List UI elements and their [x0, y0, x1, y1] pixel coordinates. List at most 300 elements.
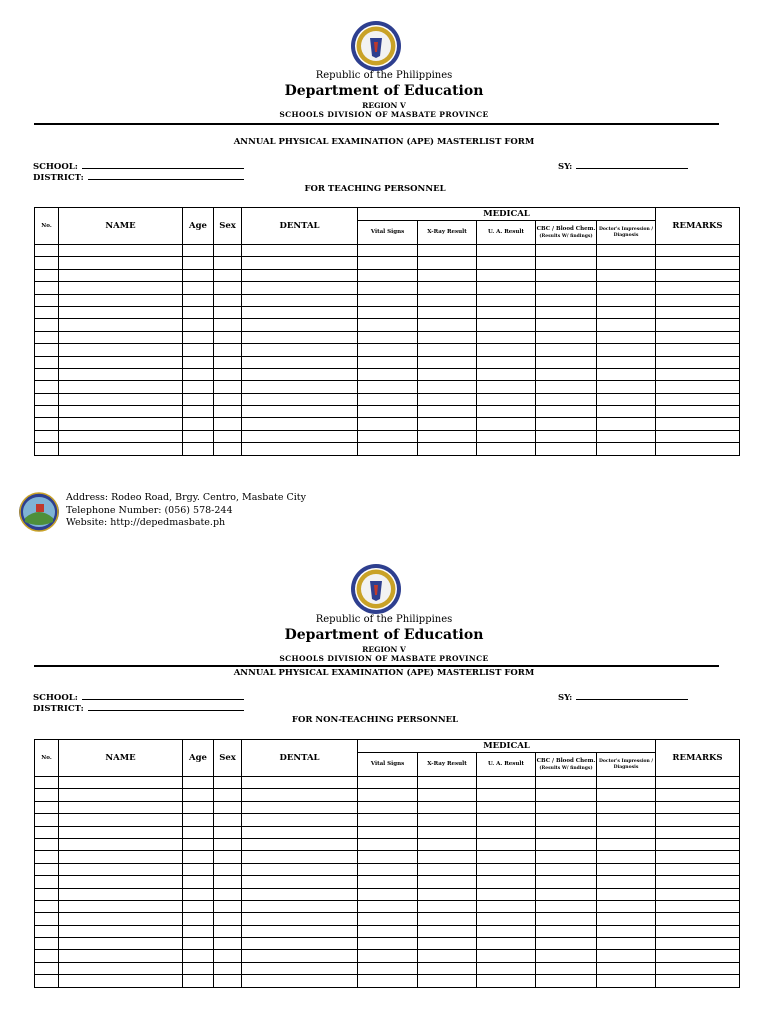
table-cell[interactable]	[214, 443, 242, 455]
table-cell[interactable]	[477, 975, 536, 987]
table-cell[interactable]	[477, 950, 536, 962]
district-field[interactable]	[33, 703, 244, 714]
table-cell[interactable]	[242, 443, 358, 455]
table-cell[interactable]	[418, 938, 477, 950]
table-cell[interactable]	[35, 826, 59, 838]
table-cell[interactable]	[242, 938, 358, 950]
table-cell[interactable]	[183, 393, 214, 405]
table-cell[interactable]	[536, 900, 597, 912]
table-cell[interactable]	[597, 319, 656, 331]
table-cell[interactable]	[358, 814, 418, 826]
table-cell[interactable]	[597, 443, 656, 455]
table-cell[interactable]	[358, 245, 418, 257]
table-cell[interactable]	[418, 257, 477, 269]
table-cell[interactable]	[59, 789, 183, 801]
table-cell[interactable]	[214, 245, 242, 257]
table-cell[interactable]	[597, 294, 656, 306]
table-cell[interactable]	[242, 294, 358, 306]
table-cell[interactable]	[418, 789, 477, 801]
table-cell[interactable]	[536, 443, 597, 455]
table-cell[interactable]	[597, 863, 656, 875]
table-cell[interactable]	[59, 962, 183, 974]
table-cell[interactable]	[418, 331, 477, 343]
table-cell[interactable]	[35, 356, 59, 368]
table-cell[interactable]	[214, 838, 242, 850]
table-cell[interactable]	[536, 925, 597, 937]
table-cell[interactable]	[242, 876, 358, 888]
table-cell[interactable]	[242, 925, 358, 937]
table-cell[interactable]	[214, 913, 242, 925]
table-cell[interactable]	[59, 245, 183, 257]
table-cell[interactable]	[35, 925, 59, 937]
table-cell[interactable]	[35, 306, 59, 318]
table-cell[interactable]	[59, 950, 183, 962]
table-cell[interactable]	[214, 777, 242, 789]
table-cell[interactable]	[477, 938, 536, 950]
table-cell[interactable]	[358, 418, 418, 430]
table-cell[interactable]	[214, 294, 242, 306]
table-cell[interactable]	[358, 393, 418, 405]
table-cell[interactable]	[35, 801, 59, 813]
table-cell[interactable]	[597, 975, 656, 987]
table-cell[interactable]	[597, 777, 656, 789]
table-cell[interactable]	[358, 257, 418, 269]
table-cell[interactable]	[59, 319, 183, 331]
table-cell[interactable]	[418, 344, 477, 356]
district-field[interactable]	[33, 172, 244, 183]
table-cell[interactable]	[214, 876, 242, 888]
table-cell[interactable]	[597, 393, 656, 405]
table-cell[interactable]	[59, 876, 183, 888]
table-cell[interactable]	[214, 888, 242, 900]
table-cell[interactable]	[597, 900, 656, 912]
table-cell[interactable]	[183, 406, 214, 418]
table-cell[interactable]	[656, 838, 740, 850]
table-cell[interactable]	[536, 356, 597, 368]
table-cell[interactable]	[242, 888, 358, 900]
table-cell[interactable]	[59, 344, 183, 356]
footer-website[interactable]: Website: http://depedmasbate.ph	[66, 517, 226, 528]
table-cell[interactable]	[597, 888, 656, 900]
table-cell[interactable]	[597, 356, 656, 368]
table-cell[interactable]	[656, 257, 740, 269]
table-cell[interactable]	[59, 777, 183, 789]
table-cell[interactable]	[536, 430, 597, 442]
table-cell[interactable]	[183, 368, 214, 380]
table-cell[interactable]	[183, 838, 214, 850]
table-cell[interactable]	[477, 344, 536, 356]
table-cell[interactable]	[477, 430, 536, 442]
table-cell[interactable]	[536, 306, 597, 318]
table-cell[interactable]	[477, 777, 536, 789]
table-cell[interactable]	[656, 306, 740, 318]
table-cell[interactable]	[477, 245, 536, 257]
table-cell[interactable]	[183, 913, 214, 925]
table-cell[interactable]	[183, 826, 214, 838]
table-cell[interactable]	[59, 257, 183, 269]
table-cell[interactable]	[183, 443, 214, 455]
school-field[interactable]	[33, 161, 244, 172]
table-cell[interactable]	[214, 950, 242, 962]
table-cell[interactable]	[597, 245, 656, 257]
table-cell[interactable]	[418, 368, 477, 380]
table-cell[interactable]	[477, 418, 536, 430]
table-cell[interactable]	[418, 975, 477, 987]
table-cell[interactable]	[242, 900, 358, 912]
table-cell[interactable]	[214, 319, 242, 331]
table-cell[interactable]	[597, 368, 656, 380]
table-cell[interactable]	[477, 814, 536, 826]
table-cell[interactable]	[214, 851, 242, 863]
table-cell[interactable]	[597, 430, 656, 442]
table-cell[interactable]	[656, 975, 740, 987]
table-cell[interactable]	[242, 838, 358, 850]
table-cell[interactable]	[35, 282, 59, 294]
table-cell[interactable]	[418, 913, 477, 925]
table-cell[interactable]	[59, 381, 183, 393]
school-field[interactable]	[33, 692, 244, 703]
table-cell[interactable]	[477, 962, 536, 974]
table-cell[interactable]	[536, 913, 597, 925]
table-cell[interactable]	[59, 443, 183, 455]
table-cell[interactable]	[358, 863, 418, 875]
table-cell[interactable]	[597, 306, 656, 318]
table-cell[interactable]	[59, 925, 183, 937]
table-cell[interactable]	[477, 306, 536, 318]
table-cell[interactable]	[183, 962, 214, 974]
table-cell[interactable]	[59, 938, 183, 950]
table-cell[interactable]	[35, 888, 59, 900]
table-cell[interactable]	[358, 294, 418, 306]
table-cell[interactable]	[183, 381, 214, 393]
table-cell[interactable]	[597, 851, 656, 863]
table-cell[interactable]	[358, 838, 418, 850]
table-cell[interactable]	[536, 975, 597, 987]
table-cell[interactable]	[358, 913, 418, 925]
table-cell[interactable]	[418, 294, 477, 306]
table-cell[interactable]	[59, 282, 183, 294]
table-cell[interactable]	[35, 950, 59, 962]
table-cell[interactable]	[214, 393, 242, 405]
table-cell[interactable]	[59, 863, 183, 875]
table-cell[interactable]	[214, 269, 242, 281]
table-cell[interactable]	[358, 789, 418, 801]
table-cell[interactable]	[358, 900, 418, 912]
table-cell[interactable]	[536, 838, 597, 850]
table-cell[interactable]	[35, 863, 59, 875]
table-cell[interactable]	[214, 282, 242, 294]
table-cell[interactable]	[59, 368, 183, 380]
table-cell[interactable]	[242, 331, 358, 343]
table-cell[interactable]	[214, 257, 242, 269]
table-cell[interactable]	[358, 950, 418, 962]
table-cell[interactable]	[35, 344, 59, 356]
table-cell[interactable]	[358, 331, 418, 343]
table-cell[interactable]	[358, 356, 418, 368]
table-cell[interactable]	[597, 913, 656, 925]
table-cell[interactable]	[418, 245, 477, 257]
table-cell[interactable]	[536, 938, 597, 950]
table-cell[interactable]	[477, 913, 536, 925]
table-cell[interactable]	[536, 950, 597, 962]
table-cell[interactable]	[597, 938, 656, 950]
table-cell[interactable]	[358, 344, 418, 356]
table-cell[interactable]	[418, 838, 477, 850]
table-cell[interactable]	[183, 418, 214, 430]
table-cell[interactable]	[418, 269, 477, 281]
table-cell[interactable]	[35, 319, 59, 331]
table-cell[interactable]	[183, 938, 214, 950]
table-cell[interactable]	[183, 356, 214, 368]
table-cell[interactable]	[536, 294, 597, 306]
table-cell[interactable]	[242, 851, 358, 863]
table-cell[interactable]	[242, 306, 358, 318]
table-cell[interactable]	[656, 789, 740, 801]
table-cell[interactable]	[35, 962, 59, 974]
table-cell[interactable]	[418, 801, 477, 813]
table-cell[interactable]	[656, 962, 740, 974]
table-cell[interactable]	[656, 913, 740, 925]
table-cell[interactable]	[242, 393, 358, 405]
table-cell[interactable]	[358, 938, 418, 950]
table-cell[interactable]	[656, 430, 740, 442]
table-cell[interactable]	[358, 306, 418, 318]
table-cell[interactable]	[59, 430, 183, 442]
table-cell[interactable]	[418, 900, 477, 912]
table-cell[interactable]	[597, 344, 656, 356]
table-cell[interactable]	[59, 900, 183, 912]
table-cell[interactable]	[477, 406, 536, 418]
table-cell[interactable]	[536, 245, 597, 257]
table-cell[interactable]	[656, 950, 740, 962]
table-cell[interactable]	[656, 938, 740, 950]
table-cell[interactable]	[214, 430, 242, 442]
table-cell[interactable]	[242, 257, 358, 269]
table-cell[interactable]	[35, 838, 59, 850]
table-cell[interactable]	[59, 331, 183, 343]
table-cell[interactable]	[418, 406, 477, 418]
table-cell[interactable]	[358, 282, 418, 294]
table-cell[interactable]	[214, 938, 242, 950]
table-cell[interactable]	[656, 418, 740, 430]
table-cell[interactable]	[214, 368, 242, 380]
table-cell[interactable]	[536, 777, 597, 789]
table-cell[interactable]	[242, 245, 358, 257]
table-cell[interactable]	[183, 306, 214, 318]
table-cell[interactable]	[183, 269, 214, 281]
table-cell[interactable]	[536, 381, 597, 393]
table-cell[interactable]	[656, 269, 740, 281]
table-cell[interactable]	[418, 925, 477, 937]
table-cell[interactable]	[656, 925, 740, 937]
table-cell[interactable]	[242, 962, 358, 974]
table-cell[interactable]	[183, 801, 214, 813]
table-cell[interactable]	[358, 801, 418, 813]
table-cell[interactable]	[35, 443, 59, 455]
table-cell[interactable]	[214, 381, 242, 393]
table-cell[interactable]	[242, 430, 358, 442]
table-cell[interactable]	[214, 789, 242, 801]
table-cell[interactable]	[656, 282, 740, 294]
table-cell[interactable]	[242, 801, 358, 813]
table-cell[interactable]	[358, 826, 418, 838]
table-cell[interactable]	[536, 801, 597, 813]
table-cell[interactable]	[35, 938, 59, 950]
table-cell[interactable]	[214, 925, 242, 937]
table-cell[interactable]	[477, 888, 536, 900]
table-cell[interactable]	[418, 814, 477, 826]
table-cell[interactable]	[35, 245, 59, 257]
table-cell[interactable]	[242, 863, 358, 875]
table-cell[interactable]	[183, 777, 214, 789]
table-cell[interactable]	[214, 975, 242, 987]
table-cell[interactable]	[35, 418, 59, 430]
table-cell[interactable]	[477, 925, 536, 937]
table-cell[interactable]	[477, 863, 536, 875]
table-cell[interactable]	[597, 406, 656, 418]
table-cell[interactable]	[183, 975, 214, 987]
table-cell[interactable]	[183, 430, 214, 442]
table-cell[interactable]	[536, 826, 597, 838]
table-cell[interactable]	[35, 777, 59, 789]
table-cell[interactable]	[183, 925, 214, 937]
table-cell[interactable]	[656, 344, 740, 356]
table-cell[interactable]	[59, 838, 183, 850]
table-cell[interactable]	[656, 888, 740, 900]
table-cell[interactable]	[35, 269, 59, 281]
table-cell[interactable]	[536, 962, 597, 974]
table-cell[interactable]	[59, 826, 183, 838]
table-cell[interactable]	[242, 344, 358, 356]
table-cell[interactable]	[183, 888, 214, 900]
table-cell[interactable]	[656, 826, 740, 838]
table-cell[interactable]	[358, 962, 418, 974]
table-cell[interactable]	[477, 356, 536, 368]
table-cell[interactable]	[242, 789, 358, 801]
table-cell[interactable]	[59, 294, 183, 306]
table-cell[interactable]	[214, 801, 242, 813]
table-cell[interactable]	[183, 245, 214, 257]
table-cell[interactable]	[656, 331, 740, 343]
table-cell[interactable]	[597, 282, 656, 294]
table-cell[interactable]	[656, 356, 740, 368]
table-cell[interactable]	[656, 777, 740, 789]
table-cell[interactable]	[35, 900, 59, 912]
table-cell[interactable]	[597, 876, 656, 888]
table-cell[interactable]	[242, 269, 358, 281]
table-cell[interactable]	[477, 900, 536, 912]
table-cell[interactable]	[214, 356, 242, 368]
table-cell[interactable]	[656, 801, 740, 813]
table-cell[interactable]	[59, 814, 183, 826]
table-cell[interactable]	[477, 319, 536, 331]
table-cell[interactable]	[477, 294, 536, 306]
table-cell[interactable]	[183, 851, 214, 863]
table-cell[interactable]	[242, 826, 358, 838]
table-cell[interactable]	[477, 282, 536, 294]
table-cell[interactable]	[183, 257, 214, 269]
table-cell[interactable]	[59, 801, 183, 813]
table-cell[interactable]	[656, 863, 740, 875]
table-cell[interactable]	[418, 443, 477, 455]
table-cell[interactable]	[418, 950, 477, 962]
table-cell[interactable]	[597, 814, 656, 826]
table-cell[interactable]	[358, 888, 418, 900]
table-cell[interactable]	[536, 406, 597, 418]
table-cell[interactable]	[59, 393, 183, 405]
table-cell[interactable]	[214, 406, 242, 418]
table-cell[interactable]	[35, 406, 59, 418]
table-cell[interactable]	[418, 777, 477, 789]
table-cell[interactable]	[35, 368, 59, 380]
table-cell[interactable]	[358, 319, 418, 331]
table-cell[interactable]	[656, 368, 740, 380]
sy-field[interactable]	[558, 692, 688, 703]
table-cell[interactable]	[536, 789, 597, 801]
sy-field[interactable]	[558, 161, 688, 172]
table-cell[interactable]	[214, 900, 242, 912]
table-cell[interactable]	[418, 888, 477, 900]
table-cell[interactable]	[214, 863, 242, 875]
table-cell[interactable]	[656, 393, 740, 405]
table-cell[interactable]	[418, 430, 477, 442]
table-cell[interactable]	[656, 443, 740, 455]
table-cell[interactable]	[59, 269, 183, 281]
table-cell[interactable]	[214, 962, 242, 974]
table-cell[interactable]	[656, 406, 740, 418]
table-cell[interactable]	[536, 368, 597, 380]
table-cell[interactable]	[536, 257, 597, 269]
table-cell[interactable]	[536, 418, 597, 430]
table-cell[interactable]	[242, 368, 358, 380]
table-cell[interactable]	[477, 393, 536, 405]
table-cell[interactable]	[597, 838, 656, 850]
table-cell[interactable]	[183, 814, 214, 826]
table-cell[interactable]	[656, 294, 740, 306]
table-cell[interactable]	[358, 368, 418, 380]
table-cell[interactable]	[477, 801, 536, 813]
table-cell[interactable]	[35, 331, 59, 343]
table-cell[interactable]	[242, 950, 358, 962]
table-cell[interactable]	[358, 777, 418, 789]
table-cell[interactable]	[214, 826, 242, 838]
table-cell[interactable]	[477, 331, 536, 343]
table-cell[interactable]	[418, 356, 477, 368]
table-cell[interactable]	[597, 826, 656, 838]
table-cell[interactable]	[183, 950, 214, 962]
table-cell[interactable]	[418, 306, 477, 318]
table-cell[interactable]	[242, 418, 358, 430]
table-cell[interactable]	[418, 826, 477, 838]
table-cell[interactable]	[242, 319, 358, 331]
table-cell[interactable]	[242, 406, 358, 418]
table-cell[interactable]	[35, 430, 59, 442]
table-cell[interactable]	[477, 269, 536, 281]
table-cell[interactable]	[656, 381, 740, 393]
table-cell[interactable]	[597, 950, 656, 962]
table-cell[interactable]	[358, 851, 418, 863]
table-cell[interactable]	[214, 344, 242, 356]
table-cell[interactable]	[183, 863, 214, 875]
table-cell[interactable]	[477, 789, 536, 801]
table-cell[interactable]	[35, 814, 59, 826]
table-cell[interactable]	[35, 789, 59, 801]
table-cell[interactable]	[656, 876, 740, 888]
table-cell[interactable]	[418, 876, 477, 888]
table-cell[interactable]	[418, 851, 477, 863]
table-cell[interactable]	[358, 430, 418, 442]
table-cell[interactable]	[477, 381, 536, 393]
